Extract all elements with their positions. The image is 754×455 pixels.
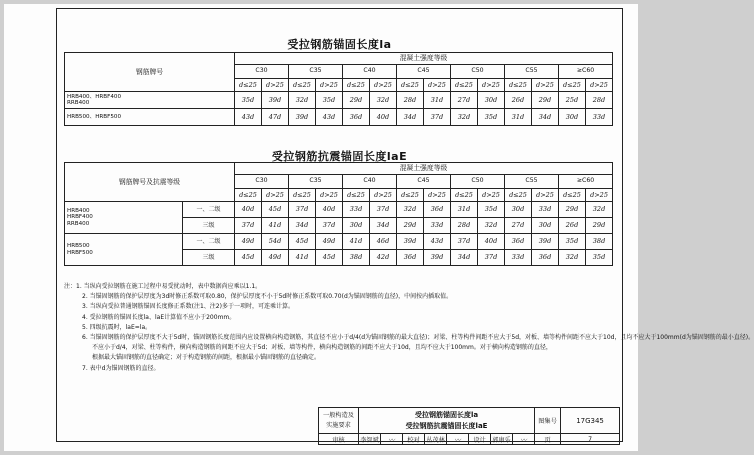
bar-diameter-header: d>25 (586, 189, 613, 202)
reviewer-name: 李智斌 (359, 434, 381, 445)
anchorage-value: 37d (424, 109, 451, 126)
bar-diameter-header: d>25 (262, 79, 289, 92)
steel-grade-label: RRB400 (67, 220, 90, 227)
steel-grade-label: HRB400 (67, 208, 90, 215)
seismic-anchorage-value: 49d (235, 234, 262, 250)
table-row (65, 109, 613, 126)
concrete-grade-group-header: 混凝土强度等级 (235, 163, 613, 175)
seismic-anchorage-value: 26d (559, 218, 586, 234)
anchorage-value: 31d (505, 109, 532, 126)
bar-diameter-header: d>25 (532, 79, 559, 92)
anchorage-value: 34d (532, 109, 559, 126)
table-corner-header: 钢筋牌号及抗震等级 (65, 163, 235, 202)
seismic-anchorage-value: 30d (505, 202, 532, 218)
seismic-level-cell: 一、二级 (183, 234, 235, 250)
seismic-anchorage-value: 45d (316, 250, 343, 266)
reviewer-signature: 〰 (381, 434, 403, 445)
table1-title: 受拉钢筋锚固长度la (287, 38, 392, 51)
concrete-grade-header: C50 (451, 175, 505, 189)
seismic-anchorage-value: 34d (289, 218, 316, 234)
anchorage-value: 39d (289, 109, 316, 126)
anchorage-value: 27d (451, 92, 478, 109)
seismic-anchorage-value: 37d (478, 250, 505, 266)
seismic-anchorage-value: 41d (343, 234, 370, 250)
concrete-grade-header: C40 (343, 65, 397, 79)
seismic-anchorage-value: 33d (505, 250, 532, 266)
anchorage-value: 32d (370, 92, 397, 109)
seismic-anchorage-value: 28d (451, 218, 478, 234)
seismic-anchorage-value: 32d (397, 202, 424, 218)
seismic-anchorage-value: 38d (343, 250, 370, 266)
note-line: 3. 当纵向受拉普通钢筋锚固长度修正系数(注1、注2)多于一项时，可连乘计算。 (82, 303, 294, 311)
atlas-label: 图集号 (535, 408, 561, 434)
anchorage-value: 32d (451, 109, 478, 126)
bar-diameter-header: d>25 (478, 189, 505, 202)
anchorage-value: 47d (262, 109, 289, 126)
anchorage-value: 43d (316, 109, 343, 126)
concrete-grade-header: C55 (505, 175, 559, 189)
bar-diameter-header: d≤25 (289, 189, 316, 202)
note-line: 2. 当锚固钢筋的保护层厚度为3d时修正系数可取0.80，保护层厚度不小于5d时修正系数可取0.70(d为锚固钢筋的直径)，中间按内插取值。 (82, 293, 453, 301)
seismic-anchorage-value: 35d (586, 250, 613, 266)
seismic-anchorage-value: 37d (316, 218, 343, 234)
seismic-anchorage-value: 30d (532, 218, 559, 234)
concrete-grade-header: C35 (289, 65, 343, 79)
bar-diameter-header: d>25 (370, 79, 397, 92)
seismic-anchorage-value: 36d (397, 250, 424, 266)
table-corner-header: 钢筋牌号 (65, 53, 235, 92)
seismic-anchorage-value: 39d (397, 234, 424, 250)
steel-grade-label: HRB500、HRBF500 (67, 113, 122, 120)
steel-grade-label: RRB400 (67, 100, 90, 106)
bar-diameter-header: d≤25 (235, 79, 262, 92)
anchorage-value: 32d (289, 92, 316, 109)
seismic-anchorage-value: 29d (397, 218, 424, 234)
anchorage-value: 26d (505, 92, 532, 109)
review-label: 审核 (319, 434, 359, 445)
seismic-anchorage-value: 36d (532, 250, 559, 266)
seismic-level-cell: 三级 (183, 218, 235, 234)
steel-grade-cell (65, 234, 183, 266)
anchorage-value: 35d (478, 109, 505, 126)
anchorage-value: 35d (235, 92, 262, 109)
bar-diameter-header: d≤25 (451, 79, 478, 92)
anchorage-value: 25d (559, 92, 586, 109)
concrete-grade-header: ≥C60 (559, 175, 613, 189)
steel-grade-label: HRBF400 (67, 214, 93, 221)
bar-diameter-header: d>25 (316, 79, 343, 92)
bar-diameter-header: d≤25 (397, 79, 424, 92)
bar-diameter-header: d>25 (424, 79, 451, 92)
seismic-anchorage-value: 41d (262, 218, 289, 234)
seismic-anchorage-value: 33d (424, 218, 451, 234)
seismic-anchorage-value: 49d (316, 234, 343, 250)
note-line: 5. 四级抗震时，laE=la。 (82, 323, 152, 331)
seismic-anchorage-value: 27d (505, 218, 532, 234)
bar-diameter-header: d≤25 (289, 79, 316, 92)
seismic-anchorage-value: 31d (451, 202, 478, 218)
anchorage-value: 30d (559, 109, 586, 126)
bar-diameter-header: d>25 (262, 189, 289, 202)
designer-signature: 〰 (513, 434, 535, 445)
checker-name: 丛茂林 (425, 434, 447, 445)
bar-diameter-header: d≤25 (235, 189, 262, 202)
anchorage-value: 34d (397, 109, 424, 126)
bar-diameter-header: d≤25 (397, 189, 424, 202)
note-line: 注：1. 当纵向受拉钢筋在施工过程中易受扰动时，表中数据尚应乘以1.1。 (64, 283, 262, 290)
seismic-anchorage-value: 33d (343, 202, 370, 218)
concrete-grade-header: C35 (289, 175, 343, 189)
seismic-anchorage-value: 29d (586, 218, 613, 234)
seismic-anchorage-value: 37d (451, 234, 478, 250)
seismic-level-cell: 三级 (183, 250, 235, 266)
concrete-grade-header: C40 (343, 175, 397, 189)
note-line: 根据最大锚固钢筋的直径确定；对于构造钢筋的间距，根据最小锚固钢筋的直径确定。 (92, 354, 321, 362)
steel-grade-cell (65, 109, 235, 126)
seismic-anchorage-value: 35d (559, 234, 586, 250)
seismic-anchorage-value: 45d (289, 234, 316, 250)
seismic-anchorage-value: 32d (586, 202, 613, 218)
bar-diameter-header: d≤25 (451, 189, 478, 202)
atlas-number: 17G345 (561, 408, 620, 434)
seismic-anchorage-length-table (64, 162, 613, 266)
seismic-anchorage-value: 34d (451, 250, 478, 266)
seismic-anchorage-value: 40d (235, 202, 262, 218)
anchorage-value: 36d (343, 109, 370, 126)
design-label: 设计 (469, 434, 491, 445)
bar-diameter-header: d>25 (424, 189, 451, 202)
note-line: 4. 受拉钢筋的锚固长度la、laE计算值不应小于200mm。 (82, 313, 236, 321)
anchorage-value: 33d (586, 109, 613, 126)
steel-grade-cell (65, 202, 183, 234)
seismic-anchorage-value: 37d (370, 202, 397, 218)
seismic-anchorage-value: 37d (235, 218, 262, 234)
anchorage-value: 39d (262, 92, 289, 109)
seismic-anchorage-value: 39d (532, 234, 559, 250)
anchorage-value: 28d (586, 92, 613, 109)
seismic-anchorage-value: 41d (289, 250, 316, 266)
seismic-anchorage-value: 43d (424, 234, 451, 250)
steel-grade-label: HRBF500 (67, 249, 93, 256)
anchorage-value: 31d (424, 92, 451, 109)
seismic-anchorage-value: 40d (478, 234, 505, 250)
concrete-grade-header: C30 (235, 175, 289, 189)
bar-diameter-header: d≤25 (559, 189, 586, 202)
note-line: 7. 表中d为锚固钢筋的直径。 (82, 364, 160, 372)
seismic-anchorage-value: 30d (343, 218, 370, 234)
bar-diameter-header: d≤25 (343, 79, 370, 92)
seismic-anchorage-value: 34d (370, 218, 397, 234)
title-block (318, 407, 620, 445)
bar-diameter-header: d>25 (370, 189, 397, 202)
seismic-anchorage-value: 35d (478, 202, 505, 218)
bar-diameter-header: d≤25 (505, 189, 532, 202)
concrete-grade-group-header: 混凝土强度等级 (235, 53, 613, 65)
seismic-anchorage-value: 32d (559, 250, 586, 266)
seismic-anchorage-value: 29d (559, 202, 586, 218)
steel-grade-cell (65, 92, 235, 109)
note-line: 6. 当锚固钢筋的保护层厚度不大于5d时，锚固钢筋长度范围内应设置横向构造钢筋，其直径不应小于d/4(d为锚固钢筋的最大直径)；对梁、柱等构件间距不应大于5d，对板、墙等构件间距不应大于10d，且均不应大于100mm(d为锚固钢筋的最小直径)。 (82, 334, 754, 342)
bar-diameter-header: d>25 (316, 189, 343, 202)
drawing-title-line-1: 受拉钢筋锚固长度la (414, 410, 479, 419)
anchorage-value: 30d (478, 92, 505, 109)
table2-title: 受拉钢筋抗震锚固长度laE (271, 150, 408, 163)
seismic-anchorage-value: 36d (505, 234, 532, 250)
category-line-2: 实施要求 (326, 421, 351, 429)
seismic-anchorage-value: 40d (316, 202, 343, 218)
seismic-anchorage-value: 54d (262, 234, 289, 250)
seismic-anchorage-value: 49d (262, 250, 289, 266)
seismic-anchorage-value: 39d (424, 250, 451, 266)
anchorage-value: 43d (235, 109, 262, 126)
category-line-1: 一般构造及 (323, 411, 354, 419)
seismic-anchorage-value: 37d (289, 202, 316, 218)
table-row (65, 202, 613, 218)
drawing-title-cell (359, 408, 535, 434)
notes (64, 282, 754, 374)
bar-diameter-header: d>25 (586, 79, 613, 92)
anchorage-value: 40d (370, 109, 397, 126)
seismic-anchorage-value: 38d (586, 234, 613, 250)
steel-grade-label: HRB400、HRBF400 (67, 93, 122, 100)
seismic-anchorage-value: 33d (532, 202, 559, 218)
note-line: 不应小于d/4，对梁、柱等构件，横向构造钢筋的间距不应大于5d；对板、墙等构件，横向构造钢筋的间距不应大于10d，且均不应大于100mm。对于横向构造钢筋的直径， (92, 344, 552, 352)
seismic-anchorage-value: 45d (262, 202, 289, 218)
table-row (65, 234, 613, 250)
seismic-anchorage-value: 32d (478, 218, 505, 234)
checker-signature: 〰 (447, 434, 469, 445)
seismic-anchorage-value: 45d (235, 250, 262, 266)
anchorage-length-table (64, 52, 613, 126)
check-label: 校对 (403, 434, 425, 445)
drawing-title-line-2: 受拉钢筋抗震锚固长度laE (405, 421, 488, 430)
concrete-grade-header: C45 (397, 65, 451, 79)
concrete-grade-header: C55 (505, 65, 559, 79)
category-cell (319, 408, 359, 434)
concrete-grade-header: C50 (451, 65, 505, 79)
page-label: 页 (535, 434, 561, 445)
seismic-level-cell: 一、二级 (183, 202, 235, 218)
seismic-anchorage-value: 42d (370, 250, 397, 266)
anchorage-value: 29d (343, 92, 370, 109)
bar-diameter-header: d>25 (478, 79, 505, 92)
anchorage-value: 35d (316, 92, 343, 109)
table-row (65, 92, 613, 109)
concrete-grade-header: C45 (397, 175, 451, 189)
bar-diameter-header: d≤25 (559, 79, 586, 92)
page-number: 7 (561, 434, 620, 445)
anchorage-value: 29d (532, 92, 559, 109)
seismic-anchorage-value: 46d (370, 234, 397, 250)
steel-grade-label: HRB500 (67, 243, 90, 250)
bar-diameter-header: d≤25 (343, 189, 370, 202)
bar-diameter-header: d≤25 (505, 79, 532, 92)
concrete-grade-header: ≥C60 (559, 65, 613, 79)
seismic-anchorage-value: 36d (424, 202, 451, 218)
designer-name: 郭康乐 (491, 434, 513, 445)
anchorage-value: 28d (397, 92, 424, 109)
bar-diameter-header: d>25 (532, 189, 559, 202)
concrete-grade-header: C30 (235, 65, 289, 79)
